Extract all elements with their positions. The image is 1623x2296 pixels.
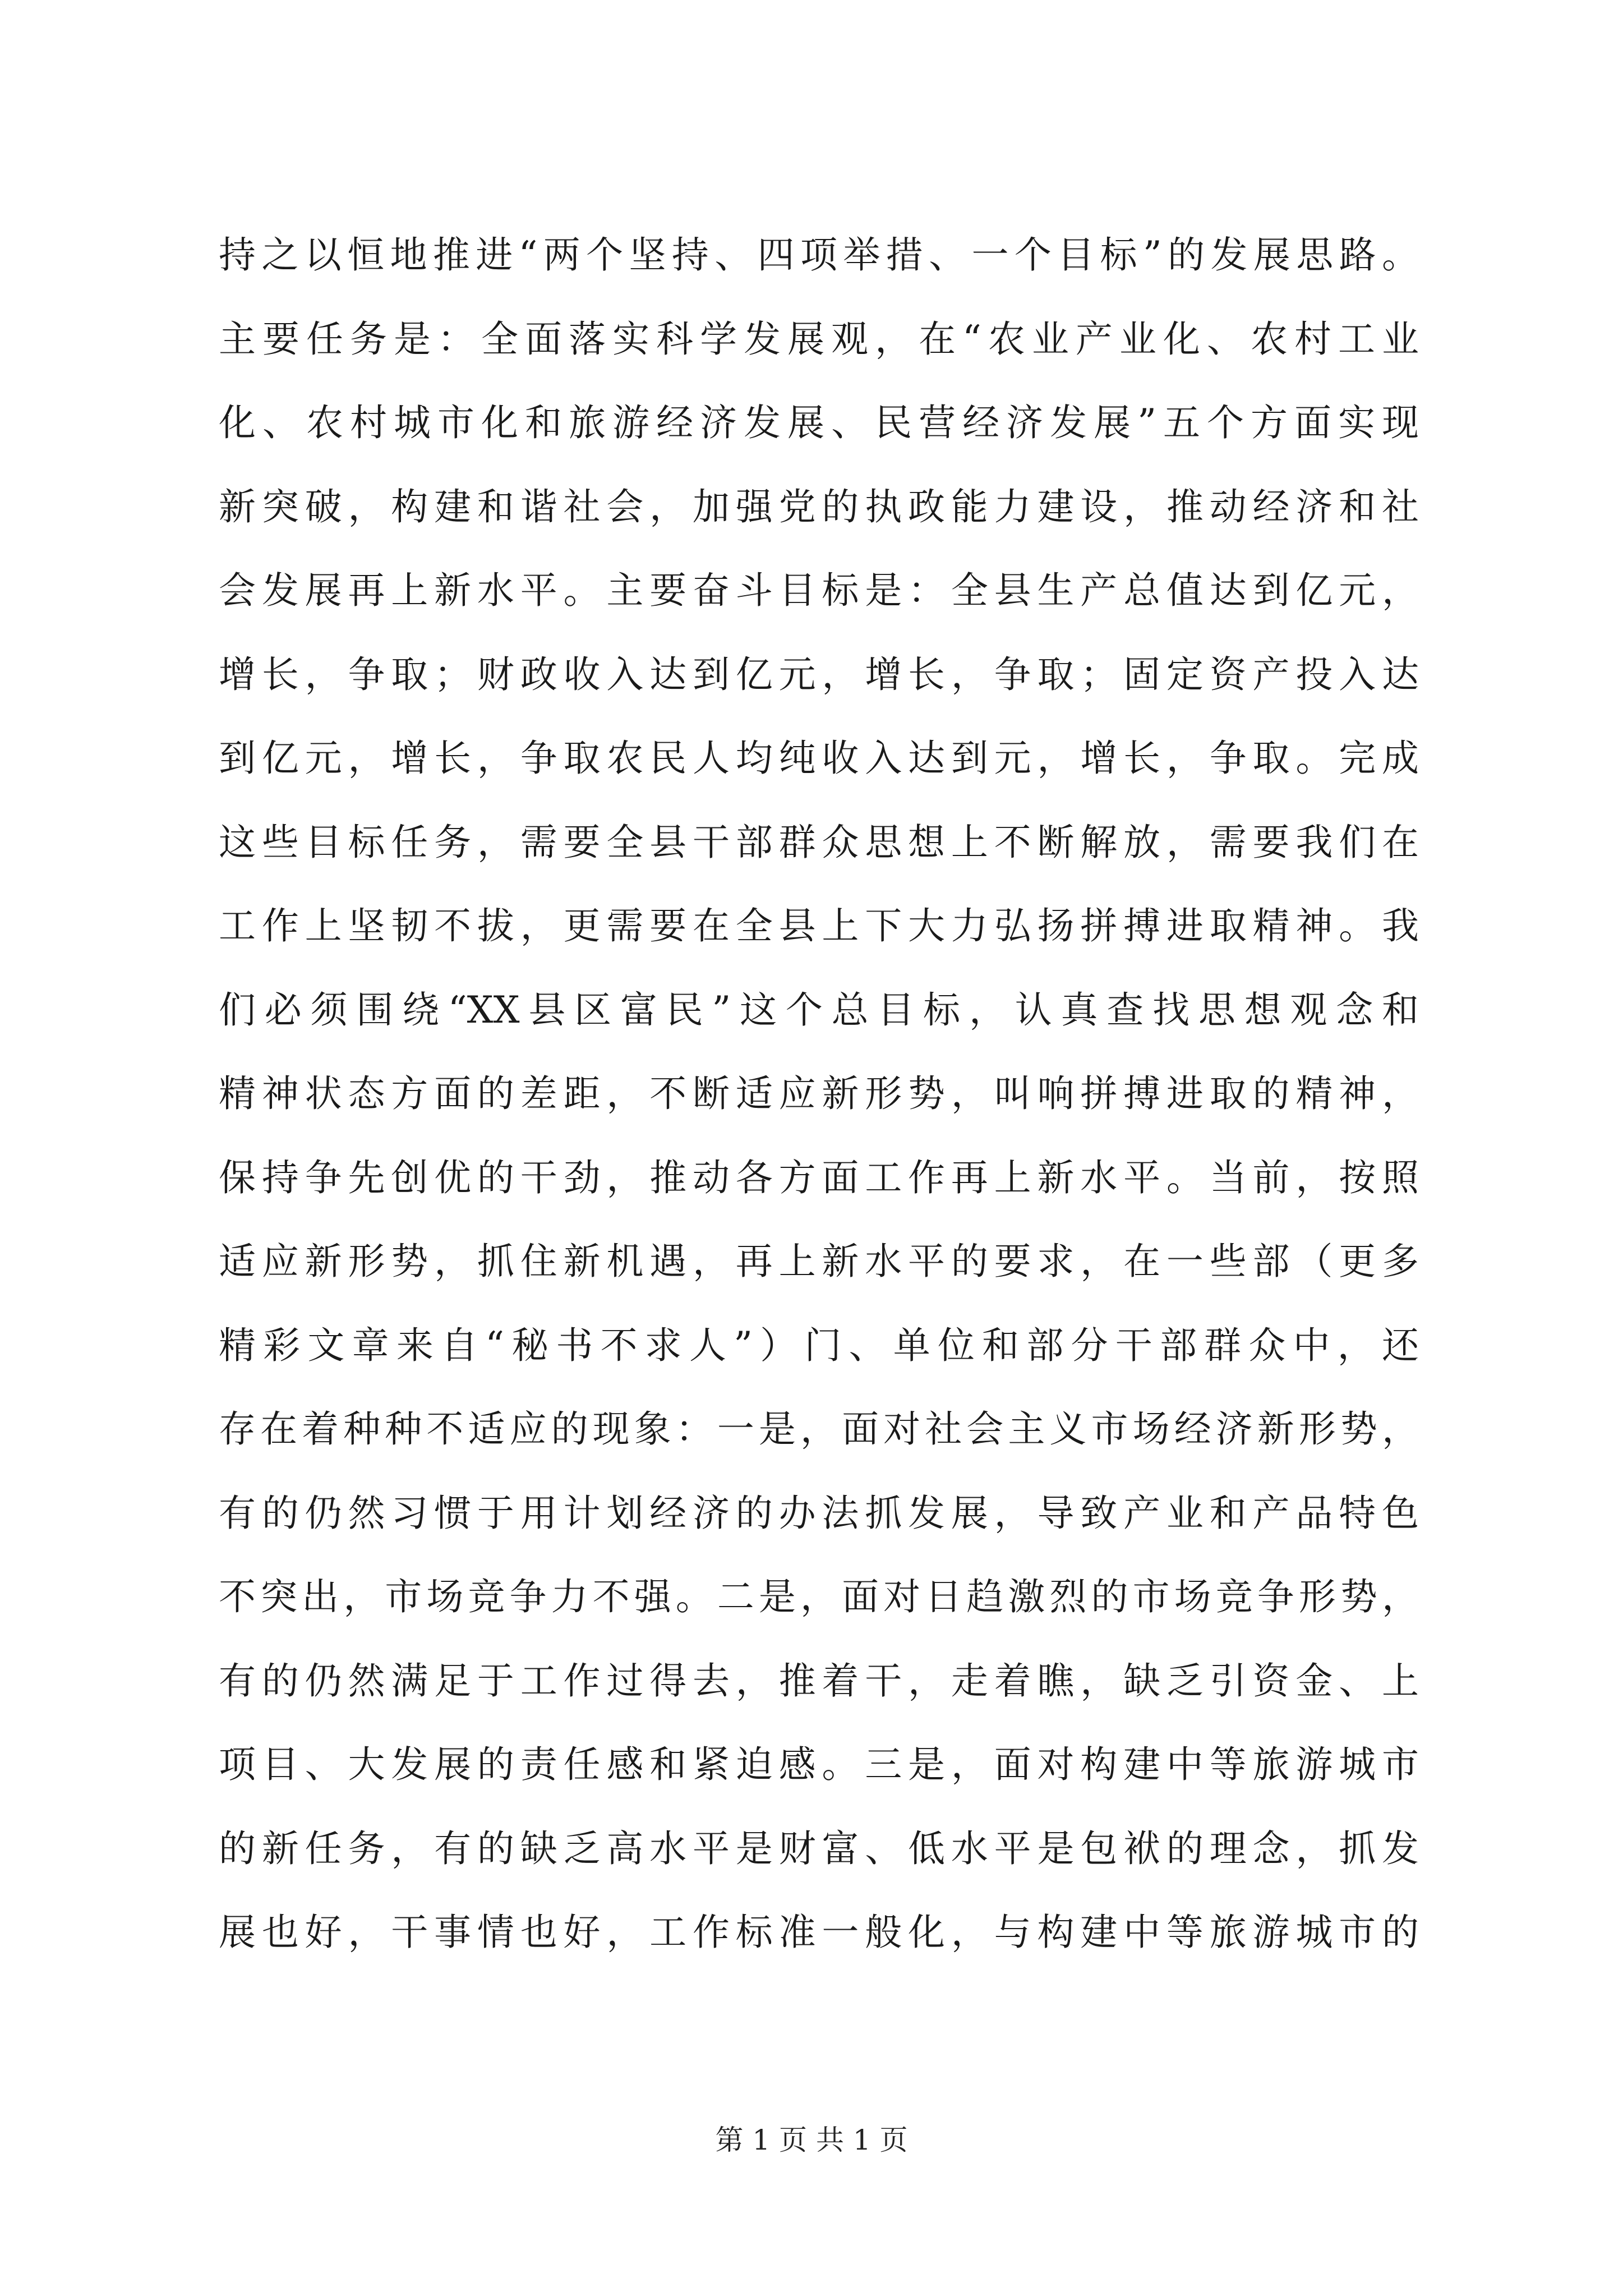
text-line: 持之以恒地推进“两个坚持、四项举措、一个目标”的发展思路。 [219,233,1419,277]
text-line: 新突破，构建和谐社会，加强党的执政能力建设，推动经济和社 [219,485,1419,528]
text-line: 主要任务是：全面落实科学发展观，在“农业产业化、农村工业 [219,317,1419,361]
text-line: 精彩文章来自“秘书不求人”）门、单位和部分干部群众中，还 [219,1323,1419,1367]
text-line: 不突出，市场竞争力不强。二是，面对日趋激烈的市场竞争形势， [219,1575,1419,1618]
text-line: 的新任务，有的缺乏高水平是财富、低水平是包袱的理念，抓发 [219,1826,1419,1870]
text-line: 展也好，干事情也好，工作标准一般化，与构建中等旅游城市的 [219,1911,1419,1954]
text-line: 有的仍然习惯于用计划经济的办法抓发展，导致产业和产品特色 [219,1491,1419,1535]
text-line: 存在着种种不适应的现象：一是，面对社会主义市场经济新形势， [219,1407,1419,1451]
page-footer: 第 1 页 共 1 页 [715,2124,908,2156]
text-line: 到亿元，增长，争取农民人均纯收入达到元，增长，争取。完成 [219,737,1419,780]
text-line: 保持争先创优的干劲，推动各方面工作再上新水平。当前，按照 [219,1156,1419,1199]
text-line: 会发展再上新水平。主要奋斗目标是：全县生产总值达到亿元， [219,569,1419,612]
text-line: 工作上坚韧不拔，更需要在全县上下大力弘扬拼搏进取精神。我 [219,904,1419,947]
text-line: 增长，争取；财政收入达到亿元，增长，争取；固定资产投入达 [219,652,1419,696]
body-text [219,213,1419,1975]
text-line: 有的仍然满足于工作过得去，推着干，走着瞧，缺乏引资金、上 [219,1659,1419,1703]
text-line: 化、农村城市化和旅游经济发展、民营经济发展”五个方面实现 [219,401,1419,444]
text-line: 精神状态方面的差距，不断适应新形势，叫响拼搏进取的精神， [219,1072,1419,1115]
text-line: 们必须围绕“XX县区富民”这个总目标，认真查找思想观念和 [219,988,1419,1032]
text-line: 适应新形势，抓住新机遇，再上新水平的要求，在一些部（更多 [219,1240,1419,1283]
text-line: 项目、大发展的责任感和紧迫感。三是，面对构建中等旅游城市 [219,1743,1419,1786]
text-line: 这些目标任务，需要全县干部群众思想上不断解放，需要我们在 [219,820,1419,864]
